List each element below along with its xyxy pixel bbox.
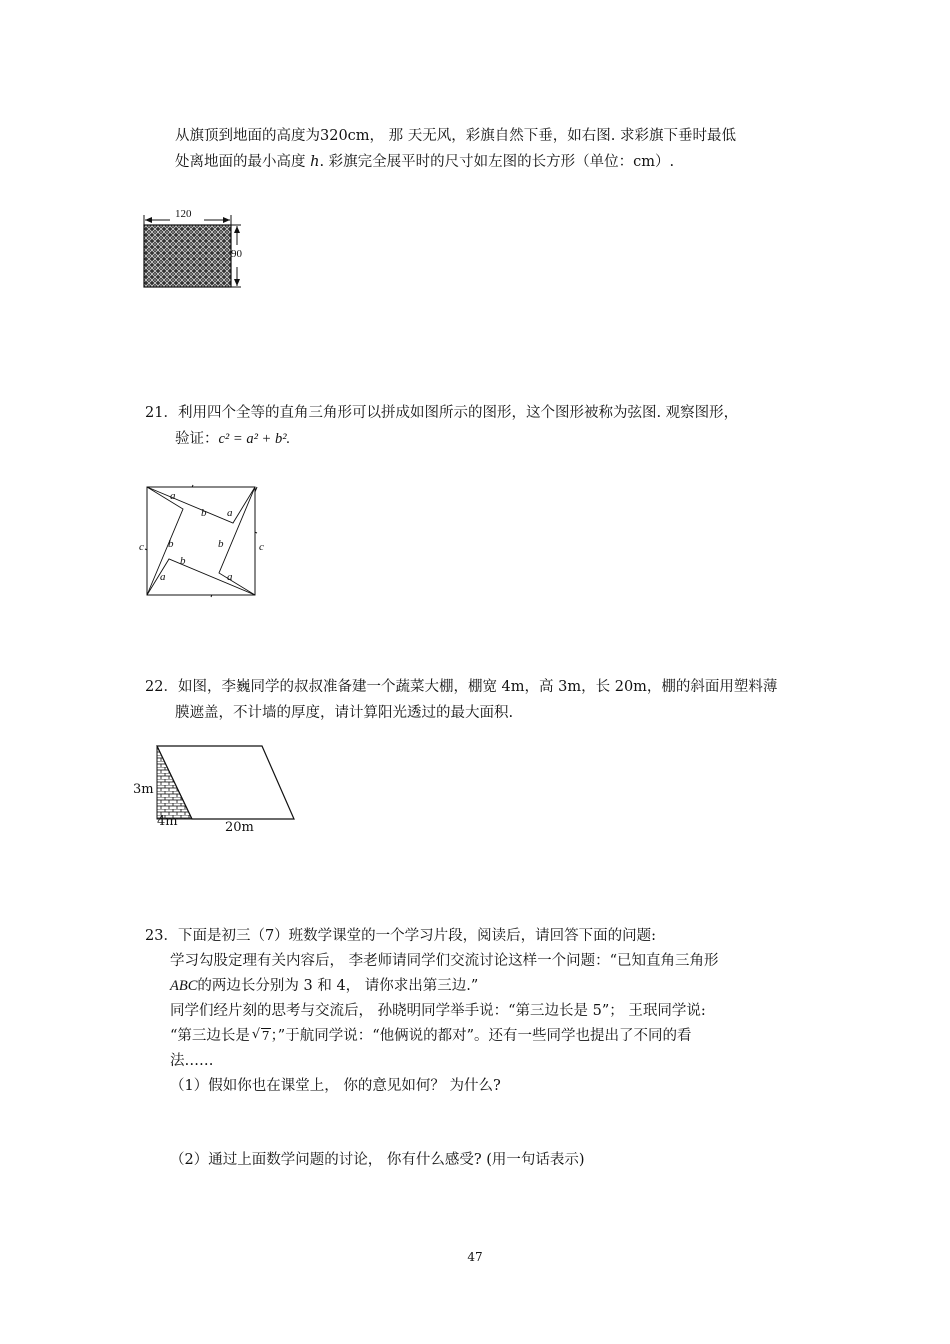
flag-figure: [140, 205, 260, 295]
label-b-right: b: [218, 538, 224, 550]
q21-line-2: [175, 429, 290, 449]
intro-line-2-text-a: 处离地面的最小高度: [175, 154, 311, 170]
intro-line-1: 从旗顶到地面的高度为320cm， 那 天无风，彩旗自然下垂，如右图. 求彩旗下垂时最低: [175, 128, 736, 144]
label-length-20m: 20m: [225, 820, 254, 835]
q23-sub-1: （1）假如你也在课堂上， 你的意见如何？ 为什么?: [170, 1078, 501, 1094]
page-number: 47: [467, 1250, 483, 1264]
label-b-bottom: b: [180, 555, 186, 567]
greenhouse-figure: [155, 743, 300, 823]
flag-rect: [144, 225, 231, 287]
q23-line-2: 学习勾股定理有关内容后， 李老师请同学们交流讨论这样一个问题：“已知直角三角形: [170, 953, 719, 969]
q23-line-5-text-a: “第三边长是: [170, 1028, 250, 1044]
flag-height-label: 90: [231, 248, 242, 260]
label-height-3m: 3m: [133, 782, 154, 797]
q21-equation: c² = a² + b².: [218, 431, 291, 447]
sqrt-radicand: 7: [261, 1029, 270, 1043]
label-c-right: c: [259, 541, 264, 553]
label-a-right: a: [227, 507, 233, 519]
q23-line-1: 23．下面是初三（7）班数学课堂的一个学习片段，阅读后，请回答下面的问题:: [145, 928, 657, 944]
q21-prefix: 验证：: [175, 431, 219, 447]
label-a-bottom: a: [227, 571, 233, 583]
q23-line-6: 法……: [170, 1053, 214, 1069]
q23-line-3: [170, 976, 478, 996]
intro-line-2: [175, 152, 674, 172]
q23-line-3-text: 的两边长分别为 3 和 4， 请你求出第三边.”: [197, 978, 479, 994]
label-c-left: c: [139, 541, 144, 553]
label-a-left: a: [160, 571, 166, 583]
label-b-left: b: [168, 538, 174, 550]
label-a-top: a: [170, 490, 176, 502]
q22-line-2: 膜遮盖，不计墙的厚度，请计算阳光透过的最大面积.: [175, 705, 514, 721]
var-abc: ABC: [170, 978, 198, 994]
flag-width-label: 120: [175, 208, 192, 220]
sqrt-expression: [252, 1026, 271, 1046]
q23-sub-2: （2）通过上面数学问题的讨论， 你有什么感受? (用一句话表示): [170, 1152, 585, 1168]
label-width-4m: 4m: [157, 814, 178, 829]
q23-line-4: 同学们经片刻的思考与交流后， 孙晓明同学举手说：“第三边长是 5”； 王珉同学说:: [170, 1003, 706, 1019]
q21-line-1: 21．利用四个全等的直角三角形可以拼成如图所示的图形，这个图形被称为弦图. 观察图形，: [145, 405, 739, 421]
q23-line-5-text-b: ；”于航同学说：“他俩说的都对”。还有一些同学也提出了不同的看: [270, 1028, 692, 1044]
q22-line-1: 22．如图，李巍同学的叔叔准备建一个蔬菜大棚，棚宽 4m，高 3m，长 20m，棚的斜面用塑料薄: [145, 679, 778, 695]
intro-line-2-text-b: . 彩旗完全展平时的尺寸如左图的长方形（单位：cm）.: [319, 154, 675, 170]
label-b-top: b: [201, 507, 207, 519]
q23-line-5: [170, 1026, 692, 1046]
var-h: h: [310, 154, 320, 170]
